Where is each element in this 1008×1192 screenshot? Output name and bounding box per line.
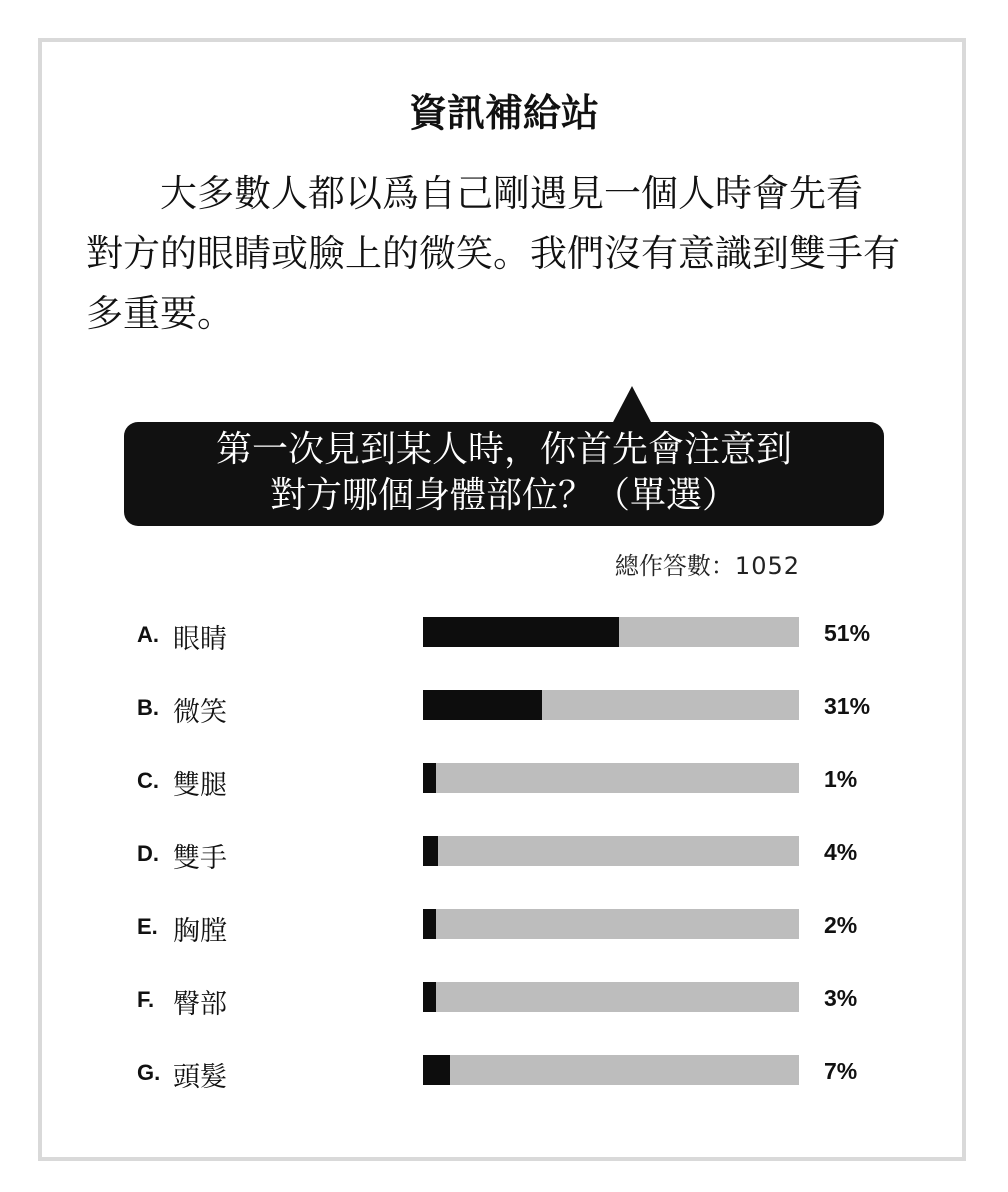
bar-fill bbox=[423, 982, 436, 1012]
category-label: 眼睛 bbox=[173, 624, 227, 655]
paragraph-line-1: 大多數人都以爲自己剛遇見一個人時會先看 bbox=[160, 172, 863, 215]
option-letter: E. bbox=[137, 914, 158, 939]
option-letter: C. bbox=[137, 768, 159, 793]
option-row bbox=[0, 908, 1008, 948]
category-label: 雙腿 bbox=[173, 770, 227, 801]
paragraph-line-3: 多重要。 bbox=[86, 292, 234, 335]
bar-fill bbox=[423, 690, 542, 720]
option-letter: B. bbox=[137, 695, 159, 720]
value-label: 4% bbox=[824, 839, 858, 865]
category-label: 雙手 bbox=[173, 843, 227, 874]
paragraph-line-2: 對方的眼睛或臉上的微笑。我們沒有意識到雙手有 bbox=[86, 232, 900, 275]
bar-fill bbox=[423, 617, 619, 647]
option-letter: D. bbox=[137, 841, 159, 866]
bar-fill bbox=[423, 1055, 450, 1085]
option-letter: F. bbox=[137, 987, 155, 1012]
option-row bbox=[0, 616, 1008, 656]
question-line-2: 對方哪個身體部位？（單選） bbox=[269, 475, 738, 516]
value-label: 51% bbox=[824, 620, 871, 646]
option-row bbox=[0, 689, 1008, 729]
page-title: 資訊補給站 bbox=[408, 90, 599, 135]
bar-fill bbox=[423, 763, 436, 793]
value-label: 31% bbox=[824, 693, 871, 719]
category-label: 頭髮 bbox=[173, 1062, 227, 1093]
value-label: 3% bbox=[824, 985, 858, 1011]
bar-track bbox=[423, 617, 799, 647]
speech-bubble-tail bbox=[612, 386, 652, 424]
bar-track bbox=[423, 982, 799, 1012]
option-letter: G. bbox=[137, 1060, 161, 1085]
total-label: 總作答數： bbox=[614, 552, 735, 580]
bar-track bbox=[423, 1055, 799, 1085]
bar-track bbox=[423, 909, 799, 939]
bar-fill bbox=[423, 909, 436, 939]
option-letter: A. bbox=[137, 622, 159, 647]
value-label: 1% bbox=[824, 766, 858, 792]
option-row bbox=[0, 981, 1008, 1021]
question-bubble bbox=[124, 422, 884, 526]
value-label: 2% bbox=[824, 912, 858, 938]
option-row bbox=[0, 835, 1008, 875]
total-value: 1052 bbox=[734, 552, 800, 580]
intro-paragraph bbox=[86, 164, 926, 344]
option-row bbox=[0, 1054, 1008, 1094]
bar-track bbox=[423, 836, 799, 866]
total-responses bbox=[560, 546, 800, 581]
option-row bbox=[0, 762, 1008, 802]
question-line-1: 第一次見到某人時，你首先會注意到 bbox=[215, 429, 792, 470]
category-label: 胸膛 bbox=[173, 916, 227, 947]
category-label: 微笑 bbox=[173, 697, 227, 728]
value-label: 7% bbox=[824, 1058, 858, 1084]
bar-track bbox=[423, 690, 799, 720]
bar-fill bbox=[423, 836, 438, 866]
category-label: 臀部 bbox=[173, 989, 227, 1020]
bar-track bbox=[423, 763, 799, 793]
